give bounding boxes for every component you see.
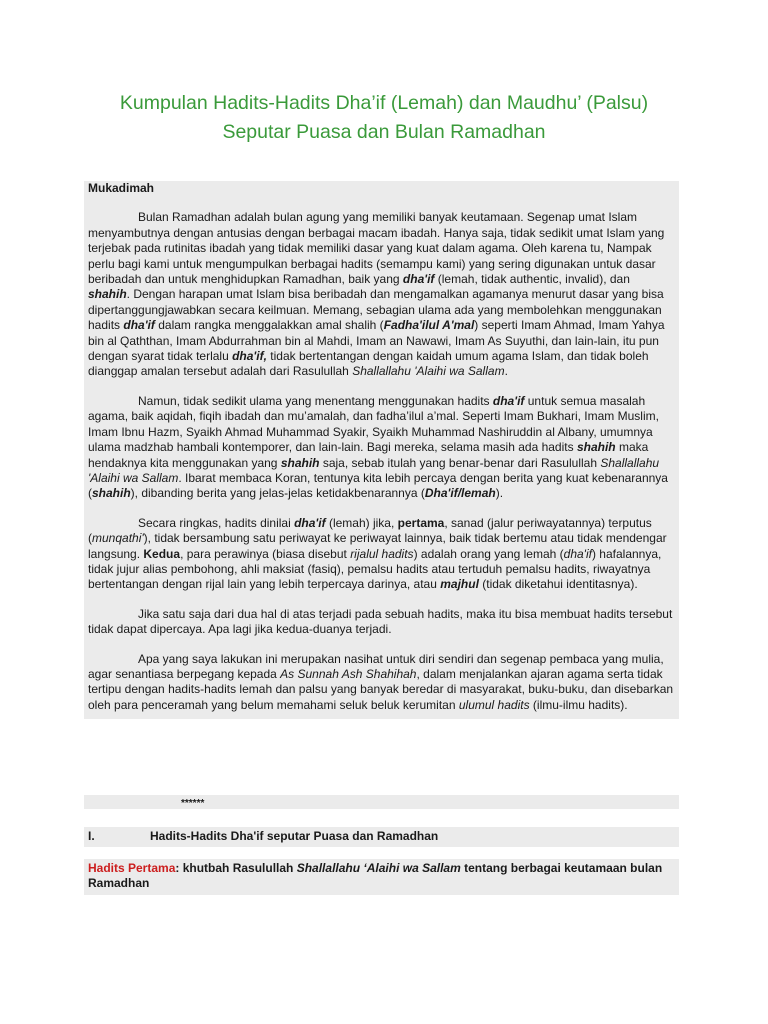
title-line-2: Seputar Puasa dan Bulan Ramadhan xyxy=(222,121,546,143)
emphasis-text: Kedua xyxy=(143,546,181,561)
text-run: saja, sebab itulah yang benar-benar dari Rasulullah xyxy=(319,455,601,470)
text-run: (tidak diketahui identitasnya). xyxy=(478,577,638,592)
emphasis-text: dha'if xyxy=(402,272,435,287)
emphasis-text: ulumul hadits xyxy=(458,697,530,712)
text-run: , para perawinya (biasa disebut xyxy=(180,546,351,561)
text-run: , sanad (jalur periwayatannya) terputus ( xyxy=(88,515,652,546)
emphasis-text: Fadha'ilul A'mal xyxy=(383,318,475,333)
emphasis-text: dha'if xyxy=(492,393,525,408)
first-hadith-title xyxy=(88,861,662,890)
emphasis-text: dha'if, xyxy=(232,349,267,364)
mukadimah-paragraph-4 xyxy=(84,607,679,638)
text-run: dalam rangka menggalakkan amal shalih ( xyxy=(154,318,384,333)
text-run: ) adalah orang yang lemah ( xyxy=(413,546,564,561)
first-hadith-heading xyxy=(84,859,679,895)
text-run: maka hendaknya kita menggunakan yang xyxy=(88,440,649,470)
emphasis-text: dha'if xyxy=(123,318,155,333)
emphasis-text: dha'if xyxy=(294,515,326,530)
title-line-1: Kumpulan Hadits-Hadits Dha’if (Lemah) dan Maudhu’ (Palsu) xyxy=(119,92,649,114)
separator-bar xyxy=(84,795,679,809)
emphasis-text: shahih xyxy=(88,287,127,302)
mukadimah-paragraph-1 xyxy=(84,210,679,379)
text-run: ) hafalannya, tidak jujur alias pembohong, ahli maksiat (fasiq), pemalsu hadits atau tertuduh pemalsu hadits, riwayatnya bertentangan dengan rijal lain yang lebih terpercaya darinya, atau xyxy=(88,546,662,592)
text-run: untuk semua masalah agama, baik aqidah, fiqih ibadah dan mu’amalah, dan fadha’ilul a’mal. Seperti Imam Bukhari, Imam Muslim, Imam Ibnu Hazm, Syaikh Ahmad Muhammad Syakir, Syaikh Muhammad Nashiruddin al Albany, umumnya ulama madzhab hambali kontemporer, dan lain-lain. Bagi mereka, selama masih ada hadits xyxy=(88,393,659,455)
mukadimah-heading: Mukadimah xyxy=(88,181,155,195)
text-run: ) seperti Imam Ahmad, Imam Yahya bin al Qaththan, Imam Abdurrahman bin al Mahdi, Imam an Nawawi, Imam As Suyuthi, dan lain-lain, itu pun dengan syarat tidak terlalu xyxy=(88,318,665,364)
emphasis-text: tentang berbagai keutamaan bulan Ramadhan xyxy=(88,861,663,891)
emphasis-text: munqathi' xyxy=(92,531,144,546)
emphasis-text: shahih xyxy=(576,440,616,455)
emphasis-text: majhul xyxy=(440,577,479,592)
emphasis-text: pertama xyxy=(397,515,445,530)
emphasis-text: shahih xyxy=(92,486,131,501)
text-run: (lemah, tidak authentic, invalid), dan xyxy=(434,272,630,287)
text-run: Jika satu saja dari dua hal di atas terjadi pada sebuah hadits, maka itu bisa membuat hadits tersebut tidak dapat dipercaya. Apa lagi jika kedua-duanya terjadi. xyxy=(88,606,673,637)
text-run: (lemah) jika, xyxy=(325,515,398,530)
mukadimah-paragraph-5 xyxy=(84,652,679,714)
mukadimah-section xyxy=(84,181,679,719)
separator-stars: ****** xyxy=(181,798,205,809)
emphasis-text: Shallallahu ‘Alaihi wa Sallam xyxy=(296,861,461,875)
text-run: ). xyxy=(495,486,504,501)
text-run: Bulan Ramadhan adalah bulan agung yang memiliki banyak keutamaan. Segenap umat Islam menyambutnya dengan antusias dengan berbagai macam ibadah. Hanya saja, tidak sedikit umat Islam yang terjebak pada rutinitas ibadah yang tidak memiliki dasar yang kuat dalam agama. Oleh karena tu, Nampak perlu bagi kami untuk mengumpulkan berbagai hadits (semampu kami) yang sering digunakan untuk dasar beribadah dan untuk menghidupkan Ramadhan, baik yang xyxy=(88,210,665,287)
text-run: ), dibanding berita yang jelas-jelas ketidakbenarannya ( xyxy=(130,486,425,501)
text-run: Namun, tidak sedikit ulama yang menentang menggunakan hadits xyxy=(138,393,493,408)
section-title: Hadits-Hadits Dha'if seputar Puasa dan Ramadhan xyxy=(150,829,439,843)
text-run: tidak bertentangan dengan kaidah umum agama Islam, dan tidak boleh dianggap amalan tersebut adalah dari Rasulullah xyxy=(88,349,649,379)
mukadimah-paragraph-2 xyxy=(84,394,679,502)
emphasis-text: rijalul hadits xyxy=(350,546,414,561)
mukadimah-paragraph-3 xyxy=(84,516,679,593)
text-run: Secara ringkas, hadits dinilai xyxy=(138,515,295,530)
emphasis-text: As Sunnah Ash Shahihah xyxy=(280,666,417,681)
text-run: , dalam menjalankan ajaran agama serta tidak tertipu dengan hadits-hadits lemah dan palsu yang banyak beredar di masyarakat, buku-buku, dan disebarkan oleh para penceramah yang belum memahami seluk beluk kerumitan xyxy=(88,666,674,712)
section-number: I. xyxy=(88,829,95,843)
emphasis-text: : khutbah Rasulullah xyxy=(175,861,297,875)
section-heading xyxy=(84,827,679,847)
emphasis-text: Dha'if/lemah xyxy=(424,486,496,501)
text-run: Apa yang saya lakukan ini merupakan nasihat untuk diri sendiri dan segenap pembaca yang mulia, agar senantiasa berpegang kepada xyxy=(88,651,664,681)
emphasis-text: Shallallahu 'Alaihi wa Sallam xyxy=(88,455,660,485)
emphasis-text: dha'if xyxy=(563,546,592,561)
text-run: ), tidak bersambung satu periwayat ke periwayat lainnya, baik tidak bertemu atau tidak mendengar langsung. xyxy=(88,531,667,561)
emphasis-text: shahih xyxy=(280,455,320,470)
text-run: (ilmu-ilmu hadits). xyxy=(529,697,628,712)
document-title xyxy=(60,89,708,147)
first-hadith-label: Hadits Pertama xyxy=(88,861,176,875)
emphasis-text: Shallallahu 'Alaihi wa Sallam xyxy=(352,364,505,379)
text-run: . Ibarat membaca Koran, tentunya kita lebih percaya dengan berita yang kuat kebenarannya ( xyxy=(88,470,668,501)
text-run: . xyxy=(504,364,508,379)
text-run: . Dengan harapan umat Islam bisa beribadah dan mengamalkan agamanya menurut dasar yang bisa dipertanggungjawabkan secara keilmuan. Memang, sebagian ulama ada yang membolehkan menggunakan hadits xyxy=(88,287,664,333)
